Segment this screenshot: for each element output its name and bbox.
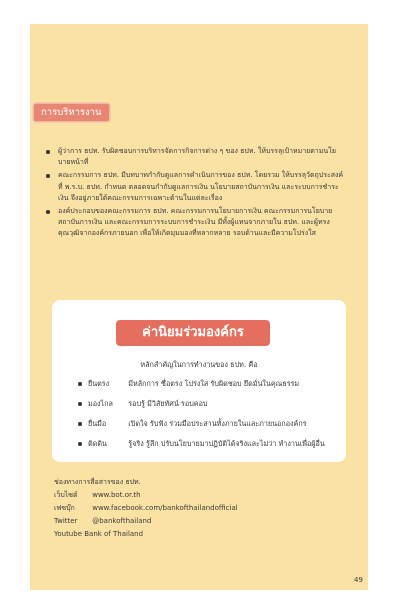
core-value-description: มีหลักการ ซื่อตรง โปร่งใส รับผิดชอบ ยึดมั่นในคุณธรรม [128, 379, 300, 388]
contact-heading: ช่องทางการสื่อสารของ ธปท. [54, 478, 141, 486]
core-value-term: ติดดิน [88, 439, 107, 448]
core-values-list [78, 378, 344, 458]
contact-label: Twitter [54, 517, 78, 525]
core-value-item [78, 378, 344, 398]
management-bullet: องค์ประกอบของคณะกรรมการ ธปท. คณะกรรมการนโยบายการเงิน คณะกรรมการนโยบายสถาบันการเงิน และคณะกรรมการระบบการชำระเงิน มีทั้งผู้แทนจากภายใน ธปท. และผู้ทรงคุณวุฒิจากองค์กรภายนอก เพื่อให้เกิดมุมมองที่หลากหลาย รอบด้านและมีความโปร่งใส [46, 206, 346, 240]
core-value-item [78, 398, 344, 418]
core-value-term: ยืนตรง [88, 379, 110, 388]
youtube-channel[interactable]: Youtube Bank of Thailand [54, 530, 144, 538]
core-value-term: ยื่นมือ [88, 419, 107, 428]
contact-row-twitter [54, 515, 334, 528]
contact-row-facebook [54, 502, 334, 515]
contact-row-website [54, 489, 334, 502]
facebook-link[interactable]: www.facebook.com/bankofthailandofficial [92, 504, 238, 512]
website-link[interactable]: www.bot.or.th [92, 491, 141, 499]
twitter-handle[interactable]: @bankofthailand [92, 517, 152, 525]
core-value-description: รู้จริง รู้ลึก ปรับนโยบายมาปฏิบัติได้จริงและไม่ว่า ทำงานเพื่อผู้อื่น [128, 439, 325, 448]
core-value-description: รอบรู้ มีวิสัยทัศน์ รอบคอบ [128, 399, 208, 408]
core-values-intro: หลักสำคัญในการทำงานของ ธปท. คือ [140, 360, 258, 369]
contact-label: เว็บไซต์ [54, 491, 78, 499]
management-bullet: ผู้ว่าการ ธปท. รับผิดชอบการบริหารจัดการกิจการต่าง ๆ ของ ธปท. ให้บรรลุเป้าหมายตามนโยบายหน้าที่ [46, 146, 346, 168]
core-value-description: เปิดใจ รับฟัง ร่วมมือประสานทั้งภายในและภายนอกองค์กร [128, 419, 307, 428]
core-value-term: มองไกล [88, 399, 113, 408]
management-bullet: คณะกรรมการ ธปท. มีบทบาทกำกับดูแลการดำเนินการของ ธปท. โดยรวม ให้บรรลุวัตถุประสงค์ที่ พ.ร.บ. ธปท. กำหนด ตลอดจนกำกับดูแลการเงิน นโยบายสถาบันการเงิน และระบบการชำระเงิน จึงอยู่ภายใต้คณะกรรมการเฉพาะด้านในแต่ละเรื่อง [46, 170, 346, 204]
core-values-title: ค่านิยมร่วมองค์กร [116, 320, 270, 346]
page-number: 49 [354, 576, 363, 584]
section-heading-management: การบริหารงาน [34, 104, 109, 121]
core-value-item [78, 418, 344, 438]
contact-label: เฟซบุ๊ก [54, 504, 75, 512]
management-bullet-list [46, 146, 346, 242]
core-value-item [78, 438, 344, 458]
contact-section [54, 476, 334, 541]
